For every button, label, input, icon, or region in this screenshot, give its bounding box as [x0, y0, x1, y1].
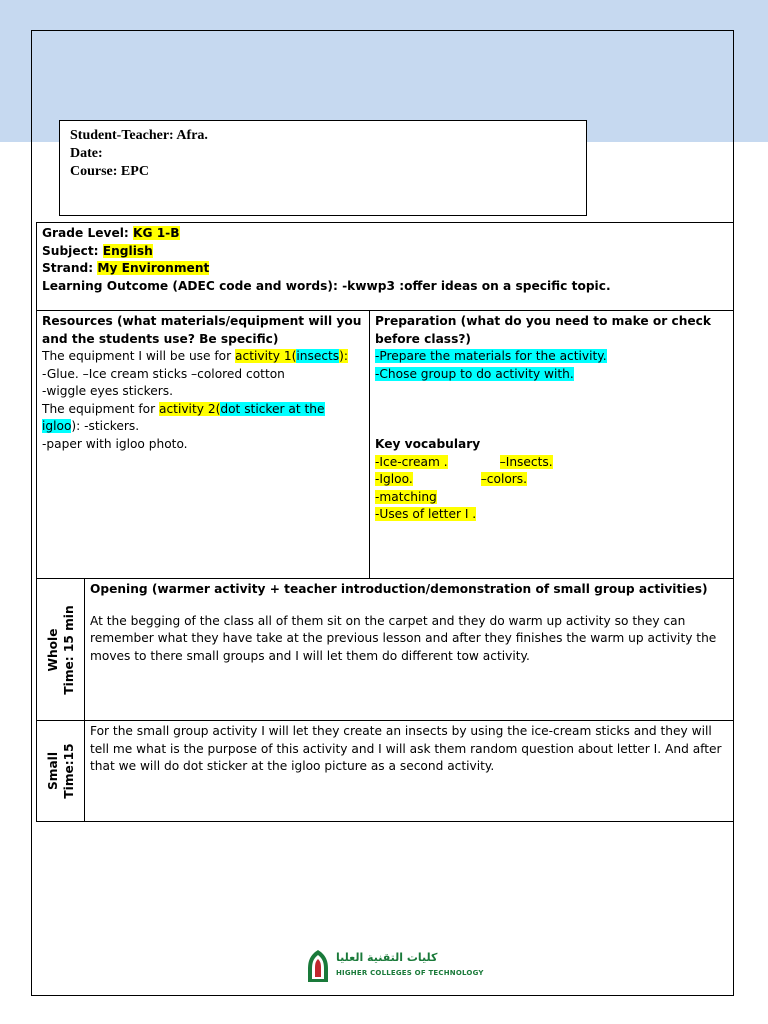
- small-side-cell: [37, 721, 85, 822]
- prep-item1: -Prepare the materials for the activity.: [375, 349, 607, 363]
- strand-value: My Environment: [97, 261, 210, 275]
- vocab-heading: Key vocabulary: [375, 437, 481, 451]
- whole-content-cell: [85, 579, 734, 721]
- whole-side-cell: [37, 579, 85, 721]
- vocab-colors: –colors.: [480, 472, 528, 486]
- resources-line5: -paper with igloo photo.: [42, 436, 188, 451]
- activity1-topic: insects: [296, 349, 340, 363]
- resources-line2: -Glue. –Ice cream sticks –colored cotton: [42, 366, 285, 381]
- whole-side-line2: Time: 15 min: [61, 604, 76, 695]
- course-line: Course: EPC: [70, 164, 149, 179]
- prep-item2: -Chose group to do activity with.: [375, 366, 574, 381]
- activity1-paren: (: [291, 349, 297, 363]
- activity1-post: ):: [339, 349, 349, 363]
- opening-heading: Opening (warmer activity + teacher introduction/demonstration of small group activities): [90, 582, 708, 596]
- small-side-label: [45, 743, 77, 798]
- lesson-plan-table: [36, 222, 734, 822]
- small-row: [37, 721, 734, 822]
- grade-value: KG 1-B: [133, 226, 180, 240]
- date-line: Date:: [70, 146, 103, 161]
- resources-line3: -wiggle eyes stickers.: [42, 384, 173, 398]
- college-name-arabic: كليات التقنية العليا: [336, 951, 438, 964]
- activity2-post: ): -stickers.: [71, 419, 140, 433]
- college-emblem-icon: [306, 949, 330, 983]
- resources-heading: Resources (what materials/equipment will you and the students use? Be specific): [42, 314, 362, 346]
- resources-cell: [37, 311, 370, 579]
- header-box: [59, 120, 587, 216]
- small-side-line2: Time:15: [61, 743, 76, 799]
- small-side-line1: Small: [45, 751, 60, 791]
- info-row: [37, 223, 734, 311]
- subject-value: English: [102, 243, 153, 258]
- vocab-insects: –Insects.: [499, 454, 553, 469]
- preparation-heading: Preparation (what do you need to make or check before class?): [375, 314, 712, 346]
- vocab-matching: -matching: [375, 489, 437, 504]
- activity1-label: activity 1: [235, 349, 292, 363]
- opening-body: At the begging of the class all of them sit on the carpet and they do warm up activity so they can remember what they have take at the previous lesson and after they finishes the warm up activity the moves to there small groups and I will let them do different tow activity.: [90, 613, 717, 663]
- small-group-body: For the small group activity I will let they create an insects by using the ice-cream sticks and they will tell me what is the purpose of this activity and I will ask them random question about letter I. And after that we will do dot sticker at the igloo picture as a second activity.: [90, 724, 722, 773]
- subject-label: Subject:: [42, 243, 103, 258]
- strand-label: Strand:: [42, 261, 98, 275]
- student-teacher-line: Student-Teacher: Afra.: [70, 128, 208, 143]
- activity2-label: activity 2: [159, 401, 216, 416]
- small-content-cell: [85, 721, 734, 822]
- college-logo: [306, 949, 484, 985]
- activity2-paren: (: [215, 401, 221, 416]
- vocab-uses-letter: -Uses of letter I .: [375, 507, 477, 521]
- resources-line4-text: The equipment for: [42, 401, 160, 416]
- resources-row: [37, 311, 734, 579]
- whole-side-line1: Whole: [45, 628, 60, 671]
- activity2-topic: dot sticker at the igloo: [42, 401, 325, 433]
- college-name-english: HIGHER COLLEGES OF TECHNOLOGY: [336, 969, 484, 977]
- whole-side-label: [45, 605, 77, 694]
- learning-outcome: Learning Outcome (ADEC code and words): -kwwp3 :offer ideas on a specific topic.: [42, 278, 611, 293]
- resources-line1-text: The equipment I will be use for: [42, 349, 236, 363]
- preparation-cell: [370, 311, 734, 579]
- info-cell: [37, 223, 734, 311]
- vocab-igloo: -Igloo.: [375, 472, 413, 486]
- vocab-ice-cream: -Ice-cream .: [375, 454, 448, 469]
- whole-row: [37, 579, 734, 721]
- grade-label: Grade Level:: [42, 226, 134, 240]
